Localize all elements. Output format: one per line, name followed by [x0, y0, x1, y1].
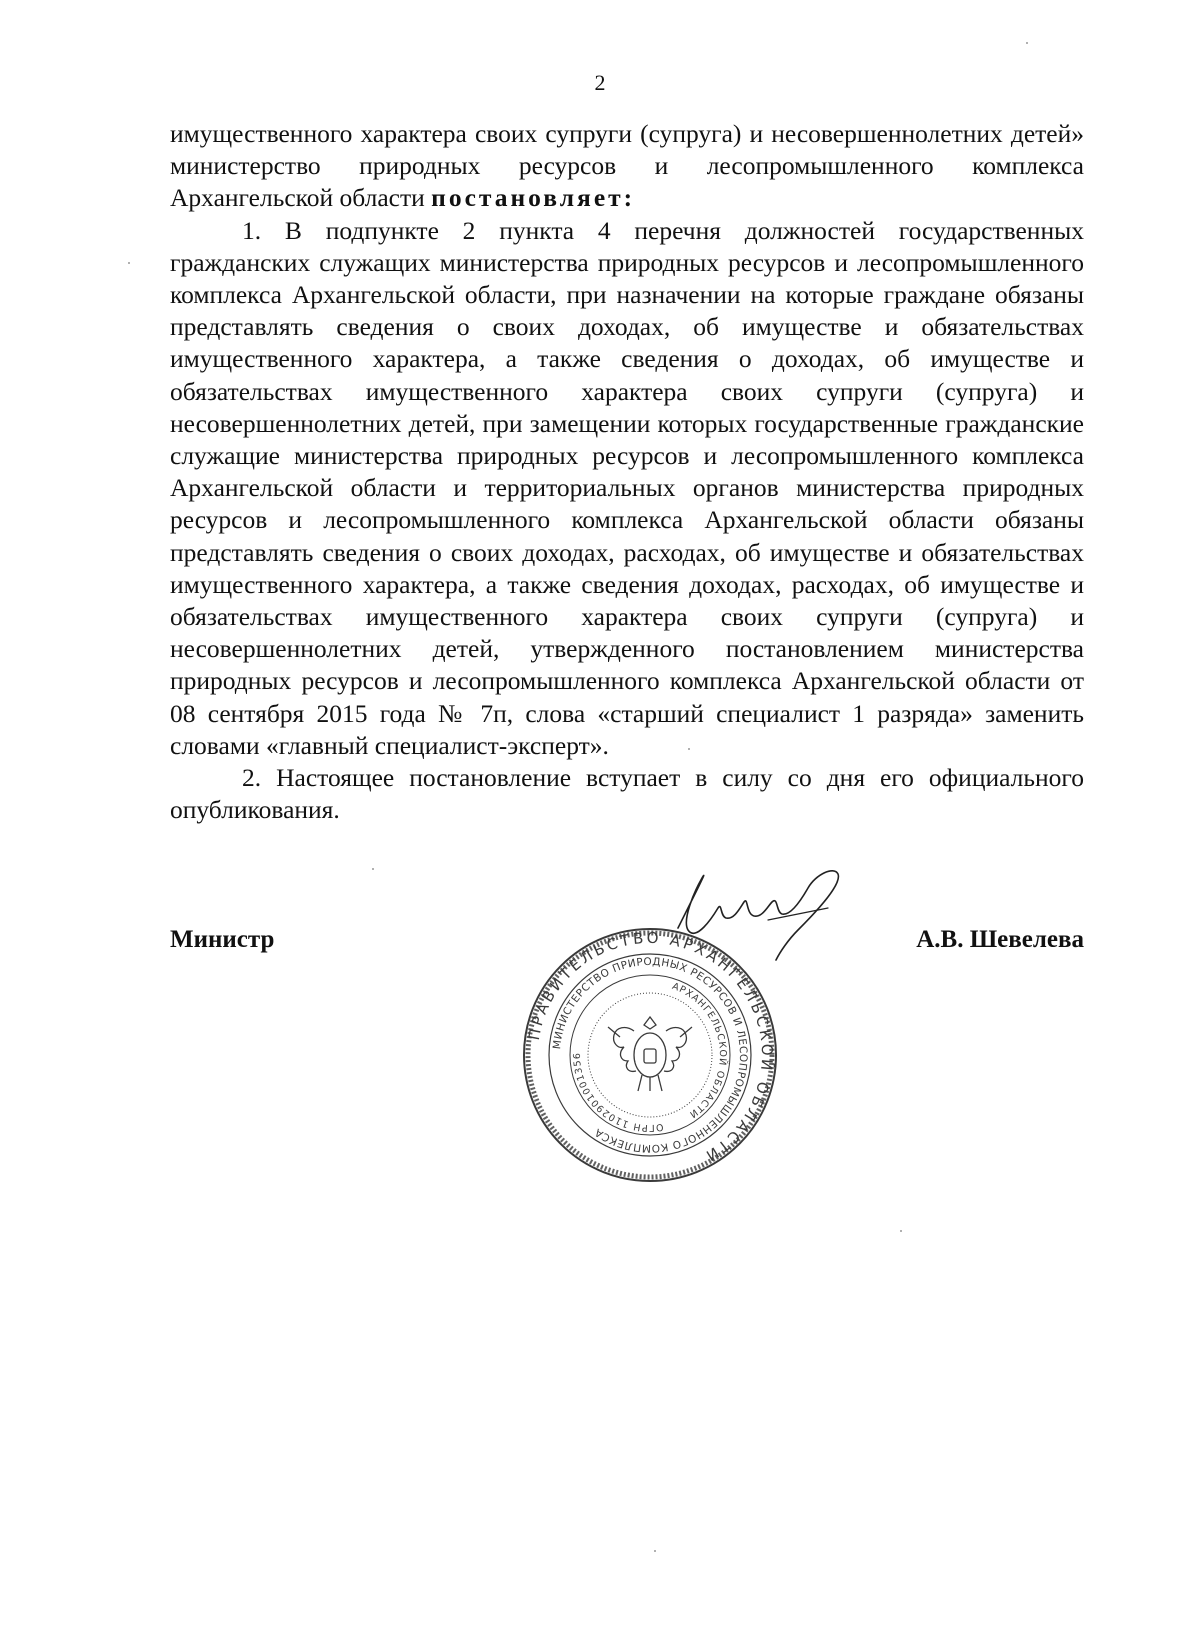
- item-2-paragraph: 2. Настоящее постановление вступает в силу со дня его официального опубликования.: [170, 763, 1084, 825]
- document-body: [170, 118, 1084, 826]
- intro-paragraph: [170, 118, 1084, 215]
- item-1-paragraph: 1. В подпункте 2 пункта 4 перечня должностей государственных гражданских служащих министерства природных ресурсов и лесопромышленного комплекса Архангельской области, при назначении на которые граждане обязаны представлять сведения о своих доходах, об имуществе и обязательствах имущественного характера, а также сведения о доходах, об имуществе и обязательствах имущественного характера своих супруги (супруга) и несовершеннолетних детей, при замещении которых государственные гражданские служащие министерства природных ресурсов и лесопромышленного комплекса Архангельской области и территориальных органов министерства природных ресурсов и лесопромышленного комплекса Архангельской области обязаны представлять сведения о своих доходах, расходах, об имуществе и обязательствах имущественного характера, а также сведения доходах, расходах, об имуществе и обязательствах имущественного характера своих супруги (супруга) и несовершеннолетних детей, утвержденного постановлением министерства природных ресурсов и лесопромышленного комплекса Архангельской области от 08 сентября 2015 года № 7п, слова «старший специалист 1 разряда» заменить словами «главный специалист-эксперт».: [170, 215, 1084, 760]
- svg-text:ОГРН 1102901001356: [572, 1052, 664, 1133]
- seal-ogrn-text: ОГРН 1102901001356: [571, 1052, 665, 1134]
- position-title: Министр: [170, 926, 275, 953]
- seal-center-text: АРХАНГЕЛЬСКОЙ ОБЛАСТИ: [670, 980, 729, 1121]
- signer-name: А.В. Шевелева: [916, 926, 1084, 953]
- intro-text: имущественного характера своих супруги (супруга) и несовершеннолетних детей» министерство природных ресурсов и лесопромышленного комплекса Архангельской области: [170, 119, 1084, 213]
- handwritten-signature: [668, 868, 858, 968]
- seal-inner-text: МИНИСТЕРСТВО ПРИРОДНЫХ РЕСУРСОВ И ЛЕСОПРОМЫШЛЕННОГО КОМПЛЕКСА: [551, 955, 750, 1155]
- seal-outer-text: ПРАВИТЕЛЬСТВО АРХАНГЕЛЬСКОЙ ОБЛАСТИ: [524, 928, 777, 1167]
- coat-of-arms-eagle-icon: [608, 1017, 692, 1091]
- page-number: 2: [594, 70, 606, 95]
- resolves-keyword: постановляет:: [431, 183, 636, 213]
